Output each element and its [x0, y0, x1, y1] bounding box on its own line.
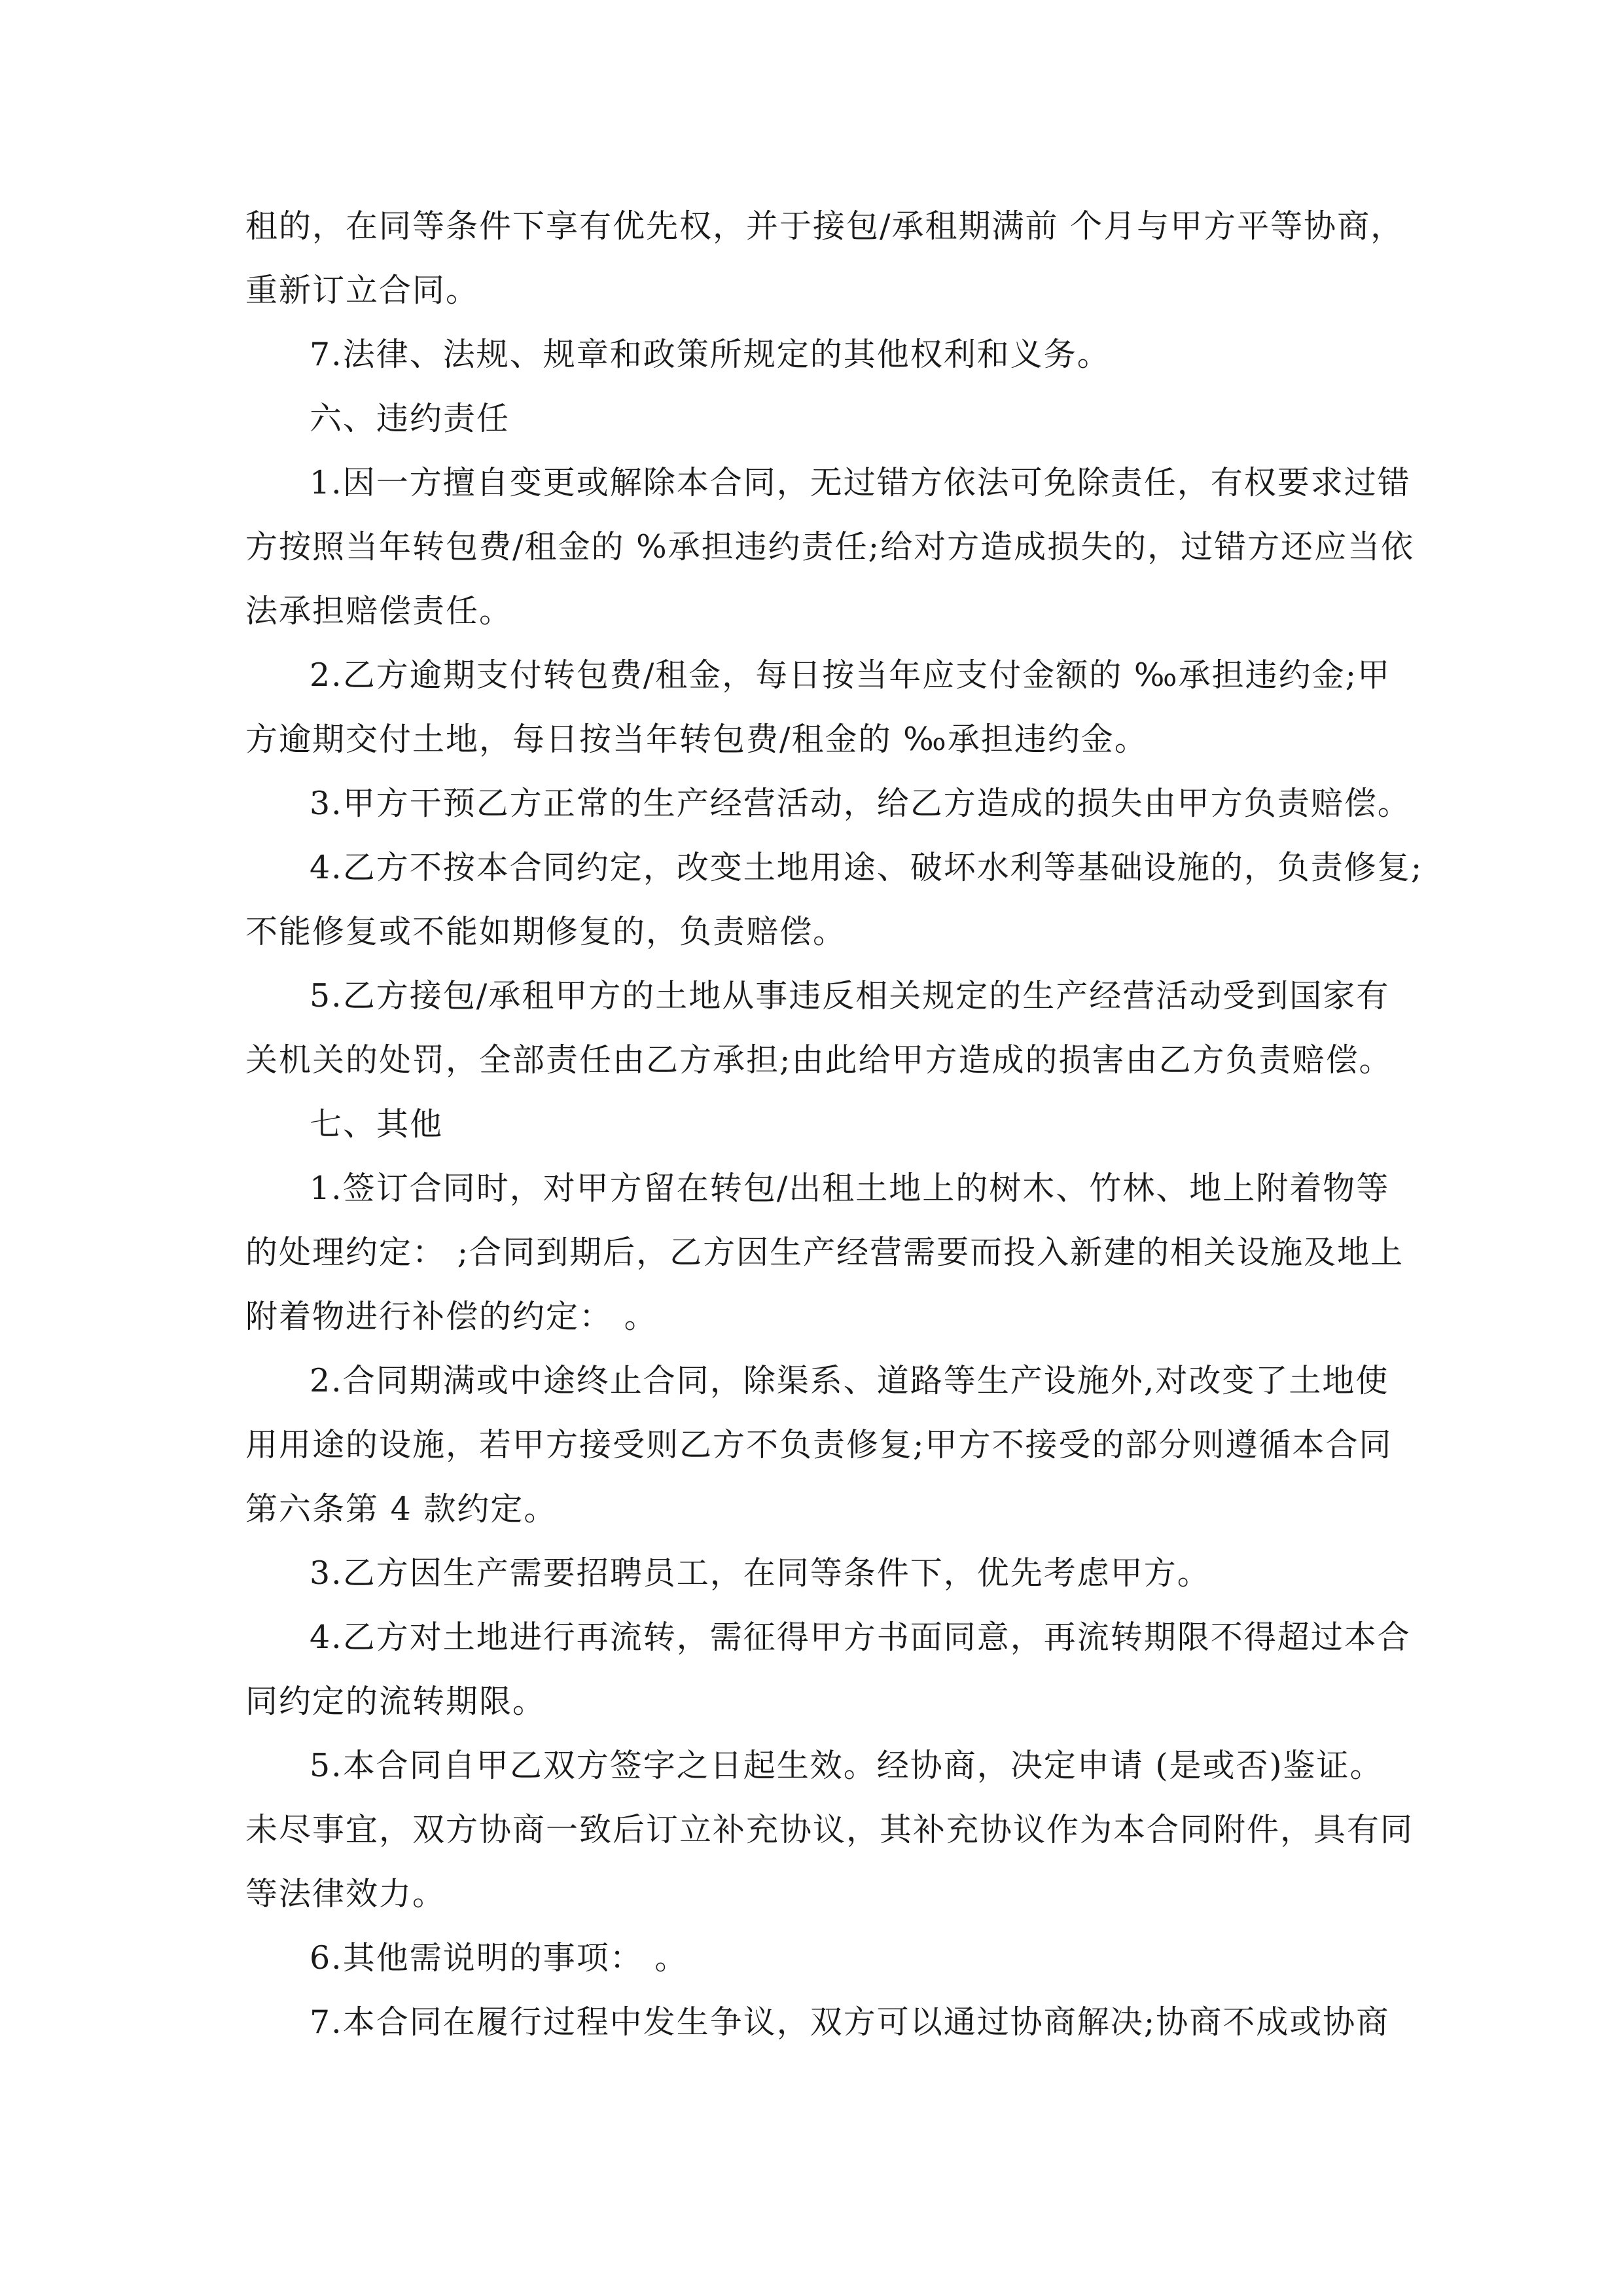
- text-line: 第六条第 4 款约定。: [245, 1490, 558, 1528]
- text-line: 重新订立合同。: [245, 272, 480, 309]
- text-line: 5.本合同自甲乙双方签字之日起生效。经协商，决定申请 (是或否)鉴证。: [310, 1747, 1383, 1784]
- text-line: 的处理约定： ;合同到期后，乙方因生产经营需要而投入新建的相关设施及地上: [245, 1234, 1404, 1271]
- text-line: 5.乙方接包/承租甲方的土地从事违反相关规定的生产经营活动受到国家有: [310, 977, 1390, 1014]
- text-line: 方按照当年转包费/租金的 %承担违约责任;给对方造成损失的，过错方还应当依: [245, 528, 1415, 565]
- text-line: 租的，在同等条件下享有优先权，并于接包/承租期满前 个月与甲方平等协商，: [245, 207, 1404, 245]
- text-line: 用用途的设施，若甲方接受则乙方不负责修复;甲方不接受的部分则遵循本合同: [245, 1426, 1393, 1463]
- text-line: 3.乙方因生产需要招聘员工，在同等条件下，优先考虑甲方。: [310, 1554, 1211, 1592]
- text-line: 2.乙方逾期支付转包费/租金，每日按当年应支付金额的 ‰承担违约金;甲: [310, 656, 1391, 694]
- text-line: 4.乙方不按本合同约定，改变土地用途、破坏水利等基础设施的，负责修复;: [310, 849, 1423, 886]
- text-line: 2.合同期满或中途终止合同，除渠系、道路等生产设施外,对改变了土地使: [310, 1362, 1389, 1399]
- text-line: 4.乙方对土地进行再流转，需征得甲方书面同意，再流转期限不得超过本合: [310, 1619, 1411, 1656]
- text-line: 关机关的处罚，全部责任由乙方承担;由此给甲方造成的损害由乙方负责赔偿。: [245, 1041, 1393, 1079]
- text-line: 1.因一方擅自变更或解除本合同，无过错方依法可免除责任，有权要求过错: [310, 464, 1411, 501]
- text-line: 同约定的流转期限。: [245, 1683, 546, 1720]
- text-line: 法承担赔偿责任。: [245, 592, 513, 630]
- text-line: 不能修复或不能如期修复的，负责赔偿。: [245, 913, 847, 950]
- text-line: 3.甲方干预乙方正常的生产经营活动，给乙方造成的损失由甲方负责赔偿。: [310, 785, 1411, 822]
- text-line: 附着物进行补偿的约定： 。: [245, 1298, 658, 1335]
- text-line: 未尽事宜，双方协商一致后订立补充协议，其补充协议作为本合同附件，具有同: [245, 1811, 1414, 1848]
- text-line: 等法律效力。: [245, 1875, 446, 1912]
- text-line: 7.本合同在履行过程中发生争议，双方可以通过协商解决;协商不成或协商: [310, 2003, 1390, 2041]
- text-line: 7.法律、法规、规章和政策所规定的其他权利和义务。: [310, 336, 1111, 373]
- contract-body: [245, 194, 1423, 2054]
- text-line: 6.其他需说明的事项： 。: [310, 1939, 688, 1977]
- text-line: 1.签订合同时，对甲方留在转包/出租土地上的树木、竹林、地上附着物等: [310, 1170, 1390, 1207]
- section-heading: 六、违约责任: [310, 400, 510, 437]
- section-heading: 七、其他: [310, 1105, 444, 1143]
- text-line: 方逾期交付土地，每日按当年转包费/租金的 ‰承担违约金。: [245, 721, 1148, 758]
